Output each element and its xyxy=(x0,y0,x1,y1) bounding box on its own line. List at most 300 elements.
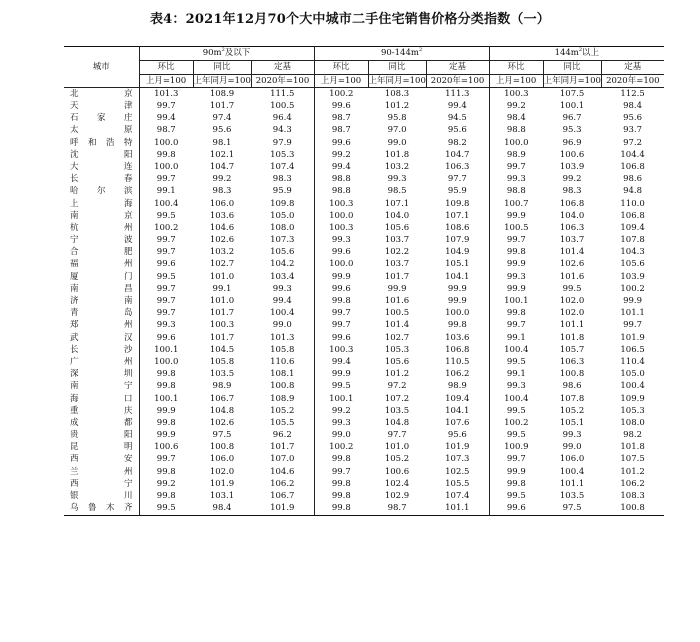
index-value: 101.0 xyxy=(384,442,410,453)
city-name: 天津 xyxy=(70,101,133,112)
index-value: 97.7 xyxy=(447,174,467,185)
index-value: 99.4 xyxy=(447,101,467,112)
city-name: 太原 xyxy=(70,125,133,136)
mom-header: 环比 xyxy=(489,61,543,75)
table-row xyxy=(64,125,664,137)
index-value: 100.3 xyxy=(314,222,368,234)
index-value: 99.5 xyxy=(139,271,193,283)
index-value: 100.0 xyxy=(139,137,193,149)
index-value: 103.7 xyxy=(559,235,585,246)
table-title: 表4：2021年12月70个大中城市二手住宅销售价格分类指数（一） xyxy=(149,12,550,27)
index-value: 98.3 xyxy=(272,174,292,185)
index-value: 106.8 xyxy=(559,198,585,209)
index-value: 101.9 xyxy=(251,502,314,515)
index-value: 100.4 xyxy=(489,393,543,405)
table-row xyxy=(64,271,664,283)
index-value: 101.8 xyxy=(384,149,410,160)
table-row xyxy=(64,149,664,161)
index-value: 102.7 xyxy=(209,259,235,270)
index-value: 99.5 xyxy=(489,429,543,441)
index-value: 99.8 xyxy=(314,502,368,515)
index-value: 103.7 xyxy=(384,235,410,246)
city-name: 大连 xyxy=(70,161,133,172)
index-value: 105.0 xyxy=(270,210,295,221)
index-value: 101.6 xyxy=(559,271,585,282)
table-row xyxy=(64,490,664,502)
index-value: 99.0 xyxy=(272,320,292,331)
index-value: 105.5 xyxy=(270,417,295,428)
index-value: 99.3 xyxy=(314,234,368,246)
index-value: 100.2 xyxy=(314,441,368,453)
index-value: 99.2 xyxy=(314,405,368,417)
index-value: 101.9 xyxy=(445,442,470,453)
index-value: 102.5 xyxy=(445,466,470,477)
index-value: 98.6 xyxy=(562,381,582,392)
index-value: 107.3 xyxy=(445,454,470,465)
index-value: 105.1 xyxy=(559,417,585,428)
index-value: 95.6 xyxy=(447,125,467,136)
index-value: 100.0 xyxy=(445,308,470,319)
index-value: 100.2 xyxy=(139,222,193,234)
index-value: 100.6 xyxy=(559,149,585,160)
index-value: 101.4 xyxy=(559,247,585,258)
index-value: 101.2 xyxy=(384,369,410,380)
index-value: 99.1 xyxy=(489,332,543,344)
index-value: 99.8 xyxy=(314,454,368,466)
index-value: 100.2 xyxy=(489,417,543,429)
index-value: 99.4 xyxy=(314,356,368,368)
index-value: 100.1 xyxy=(559,101,585,112)
index-value: 99.9 xyxy=(139,429,193,441)
index-value: 100.4 xyxy=(270,308,295,319)
index-value: 100.8 xyxy=(601,502,664,515)
index-value: 99.9 xyxy=(447,296,467,307)
index-value: 99.5 xyxy=(562,283,582,294)
index-value: 100.7 xyxy=(489,198,543,210)
index-value: 105.0 xyxy=(620,369,645,380)
index-value: 104.9 xyxy=(445,247,470,258)
index-value: 109.9 xyxy=(620,393,645,404)
index-value: 111.3 xyxy=(445,88,470,99)
index-value: 101.0 xyxy=(209,271,235,282)
index-value: 99.9 xyxy=(489,210,543,222)
index-value: 98.6 xyxy=(623,174,643,185)
index-value: 106.0 xyxy=(209,454,235,465)
index-value: 102.9 xyxy=(384,491,410,502)
index-value: 98.9 xyxy=(212,381,232,392)
city-name: 青岛 xyxy=(70,308,133,319)
index-value: 106.2 xyxy=(270,478,295,489)
index-value: 97.7 xyxy=(387,430,407,441)
index-value: 99.7 xyxy=(139,307,193,319)
index-value: 102.7 xyxy=(384,332,410,343)
index-value: 108.3 xyxy=(384,88,410,99)
index-value: 97.4 xyxy=(212,113,232,124)
index-value: 100.0 xyxy=(139,356,193,368)
base-prev-month: 上月=100 xyxy=(314,75,368,88)
index-value: 107.1 xyxy=(445,210,470,221)
index-value: 106.8 xyxy=(620,210,645,221)
index-value: 99.6 xyxy=(314,332,368,344)
index-value: 98.1 xyxy=(212,137,232,148)
index-value: 99.7 xyxy=(139,283,193,295)
index-value: 98.9 xyxy=(489,149,543,161)
index-value: 99.7 xyxy=(139,100,193,112)
index-value: 109.8 xyxy=(270,198,295,209)
table-row xyxy=(64,88,664,101)
index-value: 104.6 xyxy=(270,466,295,477)
index-value: 106.3 xyxy=(559,222,585,233)
table-row xyxy=(64,441,664,453)
table-row xyxy=(64,478,664,490)
yoy-header: 同比 xyxy=(193,61,251,75)
index-value: 100.0 xyxy=(314,259,368,271)
index-value: 99.7 xyxy=(623,320,643,331)
index-value: 101.4 xyxy=(384,320,410,331)
index-value: 105.6 xyxy=(384,222,410,233)
index-value: 97.2 xyxy=(387,381,407,392)
table-row xyxy=(64,161,664,173)
index-value: 99.8 xyxy=(139,417,193,429)
index-value: 98.3 xyxy=(562,186,582,197)
index-value: 96.2 xyxy=(272,430,292,441)
index-value: 107.8 xyxy=(559,393,585,404)
table-row xyxy=(64,466,664,478)
index-value: 106.0 xyxy=(209,198,235,209)
index-value: 99.5 xyxy=(489,356,543,368)
index-value: 99.7 xyxy=(139,173,193,185)
table-row xyxy=(64,368,664,380)
table-row xyxy=(64,100,664,112)
index-value: 98.7 xyxy=(314,125,368,137)
index-value: 99.5 xyxy=(489,405,543,417)
index-value: 99.5 xyxy=(489,490,543,502)
city-name: 厦门 xyxy=(70,271,133,282)
index-value: 100.4 xyxy=(139,198,193,210)
index-value: 99.0 xyxy=(387,137,407,148)
index-value: 101.3 xyxy=(139,88,193,101)
table-row xyxy=(64,186,664,198)
index-value: 99.3 xyxy=(489,381,543,393)
index-value: 105.3 xyxy=(384,344,410,355)
city-name: 成都 xyxy=(70,417,133,428)
table-row xyxy=(64,454,664,466)
index-value: 100.1 xyxy=(139,393,193,405)
index-value: 98.7 xyxy=(314,112,368,124)
index-value: 99.6 xyxy=(314,137,368,149)
table-row xyxy=(64,283,664,295)
table-row xyxy=(64,295,664,307)
index-value: 102.0 xyxy=(559,308,585,319)
index-value: 99.6 xyxy=(314,283,368,295)
index-value: 99.2 xyxy=(314,149,368,161)
fixed-base-header: 定基 xyxy=(426,61,489,75)
index-value: 109.4 xyxy=(620,222,645,233)
price-index-table xyxy=(64,46,664,516)
index-value: 94.8 xyxy=(623,186,643,197)
index-value: 99.7 xyxy=(314,466,368,478)
index-value: 99.8 xyxy=(489,478,543,490)
index-value: 100.5 xyxy=(384,308,410,319)
city-name: 贵阳 xyxy=(70,430,133,441)
index-value: 101.1 xyxy=(559,320,585,331)
index-value: 101.8 xyxy=(559,332,585,343)
index-value: 108.3 xyxy=(620,491,645,502)
index-value: 99.7 xyxy=(139,295,193,307)
yoy-header: 同比 xyxy=(368,61,426,75)
index-value: 96.4 xyxy=(272,113,292,124)
city-name: 南京 xyxy=(70,210,133,221)
index-value: 107.4 xyxy=(445,491,470,502)
index-value: 106.3 xyxy=(559,356,585,367)
city-name: 合肥 xyxy=(70,247,133,258)
index-value: 99.8 xyxy=(139,368,193,380)
index-value: 99.3 xyxy=(489,173,543,185)
index-value: 102.6 xyxy=(209,235,235,246)
index-value: 103.5 xyxy=(559,491,585,502)
index-value: 99.3 xyxy=(314,417,368,429)
index-value: 99.9 xyxy=(489,466,543,478)
city-name: 乌鲁木齐 xyxy=(64,502,139,515)
index-value: 101.9 xyxy=(209,478,235,489)
index-value: 104.1 xyxy=(445,405,470,416)
index-value: 102.6 xyxy=(559,259,585,270)
index-value: 99.8 xyxy=(139,149,193,161)
index-value: 109.8 xyxy=(445,198,470,209)
index-value: 108.1 xyxy=(270,369,295,380)
index-value: 110.0 xyxy=(620,198,645,209)
index-value: 99.6 xyxy=(139,332,193,344)
index-value: 100.4 xyxy=(559,466,585,477)
index-value: 106.8 xyxy=(620,161,645,172)
index-value: 98.2 xyxy=(447,137,467,148)
index-value: 99.2 xyxy=(212,174,232,185)
index-value: 107.8 xyxy=(620,235,645,246)
index-value: 103.5 xyxy=(209,369,235,380)
index-value: 104.4 xyxy=(620,149,645,160)
index-value: 106.2 xyxy=(445,369,470,380)
index-value: 107.2 xyxy=(384,393,410,404)
index-value: 97.5 xyxy=(543,502,601,515)
index-value: 97.0 xyxy=(387,125,407,136)
index-value: 105.1 xyxy=(445,259,470,270)
city-name: 上海 xyxy=(70,198,133,209)
index-value: 100.3 xyxy=(489,88,543,101)
index-value: 108.9 xyxy=(209,88,235,99)
index-value: 108.9 xyxy=(270,393,295,404)
index-value: 94.3 xyxy=(272,125,292,136)
base-prev-year-month: 上年同月=100 xyxy=(368,75,426,86)
index-value: 105.7 xyxy=(559,344,585,355)
index-value: 95.6 xyxy=(623,113,643,124)
yoy-header: 同比 xyxy=(543,61,601,75)
index-value: 99.1 xyxy=(139,186,193,198)
index-value: 107.4 xyxy=(270,161,295,172)
index-value: 100.3 xyxy=(314,198,368,210)
index-value: 99.8 xyxy=(139,381,193,393)
index-value: 99.9 xyxy=(314,368,368,380)
index-value: 99.4 xyxy=(272,296,292,307)
index-value: 95.3 xyxy=(562,125,582,136)
index-value: 104.0 xyxy=(559,210,585,221)
index-value: 100.8 xyxy=(270,381,295,392)
index-value: 106.7 xyxy=(270,491,295,502)
base-2020: 2020年=100 xyxy=(251,75,314,88)
index-value: 100.0 xyxy=(139,161,193,173)
index-value: 102.0 xyxy=(559,296,585,307)
table-row xyxy=(64,332,664,344)
table-row xyxy=(64,405,664,417)
table-row xyxy=(64,320,664,332)
index-value: 105.6 xyxy=(620,259,645,270)
index-value: 99.9 xyxy=(447,283,467,294)
index-value: 105.8 xyxy=(209,356,235,367)
index-value: 99.3 xyxy=(139,320,193,332)
index-value: 105.2 xyxy=(384,454,410,465)
city-name: 海口 xyxy=(70,393,133,404)
table-row xyxy=(64,259,664,271)
index-value: 100.2 xyxy=(620,283,645,294)
base-prev-month: 上月=100 xyxy=(489,75,543,88)
index-value: 105.2 xyxy=(270,405,295,416)
index-value: 101.7 xyxy=(384,271,410,282)
index-value: 104.2 xyxy=(270,259,295,270)
index-value: 108.6 xyxy=(445,222,470,233)
index-value: 100.3 xyxy=(209,320,235,331)
index-value: 111.5 xyxy=(270,88,295,99)
index-value: 99.5 xyxy=(139,210,193,222)
index-value: 104.5 xyxy=(209,344,235,355)
mom-header: 环比 xyxy=(314,61,368,75)
index-value: 97.5 xyxy=(212,430,232,441)
index-value: 99.8 xyxy=(139,466,193,478)
index-value: 97.2 xyxy=(623,137,643,148)
index-value: 106.8 xyxy=(445,344,470,355)
base-2020: 2020年=100 xyxy=(426,75,489,88)
index-value: 103.1 xyxy=(209,491,235,502)
table-row xyxy=(64,393,664,405)
index-value: 98.8 xyxy=(314,186,368,198)
city-name: 宁波 xyxy=(70,235,133,246)
index-value: 100.4 xyxy=(489,344,543,356)
index-value: 95.9 xyxy=(272,186,292,197)
group-header-large: $144m^2$以上 xyxy=(489,47,664,61)
index-value: 100.1 xyxy=(489,295,543,307)
city-name: 广州 xyxy=(70,356,133,367)
index-value: 99.7 xyxy=(314,307,368,319)
index-value: 99.6 xyxy=(489,502,543,515)
index-value: 100.2 xyxy=(314,88,368,101)
index-value: 99.4 xyxy=(314,161,368,173)
index-value: 100.6 xyxy=(384,466,410,477)
city-name: 济南 xyxy=(70,296,133,307)
index-value: 99.7 xyxy=(489,454,543,466)
index-value: 99.0 xyxy=(314,429,368,441)
index-value: 99.2 xyxy=(562,174,582,185)
index-value: 99.6 xyxy=(139,259,193,271)
city-name: 北京 xyxy=(70,88,133,99)
index-value: 99.7 xyxy=(139,454,193,466)
index-value: 106.7 xyxy=(209,393,235,404)
index-value: 106.0 xyxy=(559,454,585,465)
index-value: 99.9 xyxy=(139,405,193,417)
index-value: 99.2 xyxy=(489,100,543,112)
index-value: 102.0 xyxy=(209,466,235,477)
base-prev-year-month: 上年同月=100 xyxy=(193,75,251,86)
index-value: 99.8 xyxy=(489,307,543,319)
index-value: 103.7 xyxy=(384,259,410,270)
index-value: 107.0 xyxy=(270,454,295,465)
index-value: 99.5 xyxy=(314,381,368,393)
index-value: 102.4 xyxy=(384,478,410,489)
group-header-medium: $90-144m^2$ xyxy=(314,47,489,61)
index-value: 95.6 xyxy=(212,125,232,136)
index-value: 100.9 xyxy=(489,441,543,453)
index-value: 101.7 xyxy=(209,308,235,319)
city-name: 深圳 xyxy=(70,369,133,380)
city-name: 西安 xyxy=(70,454,133,465)
index-value: 101.7 xyxy=(209,332,235,343)
index-value: 106.5 xyxy=(620,344,645,355)
index-value: 99.8 xyxy=(489,246,543,258)
index-value: 103.9 xyxy=(620,271,645,282)
city-name: 昆明 xyxy=(70,442,133,453)
city-name: 南昌 xyxy=(70,283,133,294)
city-name: 石家庄 xyxy=(70,113,133,124)
index-value: 99.8 xyxy=(314,295,368,307)
index-value: 99.9 xyxy=(489,259,543,271)
index-value: 104.0 xyxy=(384,210,410,221)
index-value: 110.6 xyxy=(270,356,295,367)
index-value: 105.3 xyxy=(270,149,295,160)
index-value: 100.3 xyxy=(314,344,368,356)
index-value: 99.9 xyxy=(387,283,407,294)
index-value: 101.1 xyxy=(559,478,585,489)
index-value: 98.8 xyxy=(314,173,368,185)
index-value: 99.9 xyxy=(489,283,543,295)
index-value: 99.7 xyxy=(139,234,193,246)
index-type-header-row xyxy=(64,61,664,75)
index-value: 102.6 xyxy=(209,417,235,428)
base-2020: 2020年=100 xyxy=(601,75,664,88)
index-value: 100.6 xyxy=(139,441,193,453)
index-value: 98.7 xyxy=(368,502,426,515)
table-row xyxy=(64,429,664,441)
table-row xyxy=(64,246,664,258)
city-name: 杭州 xyxy=(70,222,133,233)
city-name: 重庆 xyxy=(70,405,133,416)
city-name: 长春 xyxy=(70,174,133,185)
index-value: 97.9 xyxy=(272,137,292,148)
index-value: 105.3 xyxy=(620,405,645,416)
index-value: 112.5 xyxy=(620,88,645,99)
index-value: 107.3 xyxy=(270,235,295,246)
index-value: 98.8 xyxy=(489,186,543,198)
index-value: 93.7 xyxy=(623,125,643,136)
index-value: 105.5 xyxy=(445,478,470,489)
table-row xyxy=(64,502,664,515)
index-value: 107.9 xyxy=(445,235,470,246)
index-value: 99.8 xyxy=(314,490,368,502)
index-value: 99.3 xyxy=(272,283,292,294)
city-name: 兰州 xyxy=(70,466,133,477)
index-value: 99.3 xyxy=(562,430,582,441)
city-name: 哈尔滨 xyxy=(70,186,133,197)
table-row xyxy=(64,210,664,222)
index-value: 99.7 xyxy=(489,320,543,332)
index-value: 99.7 xyxy=(139,246,193,258)
index-value: 100.5 xyxy=(489,222,543,234)
